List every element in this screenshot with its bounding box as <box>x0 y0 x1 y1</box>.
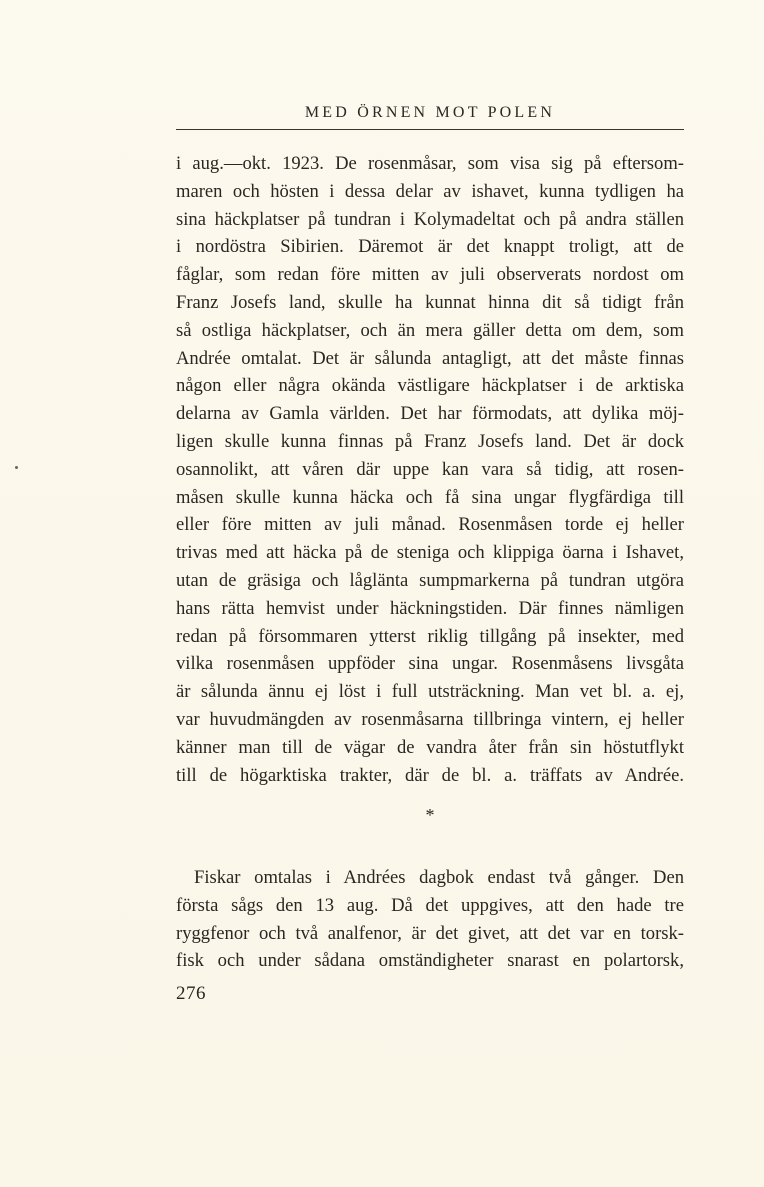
text-line: i nordöstra Sibirien. Däremot är det knappt troligt, att de <box>176 236 684 258</box>
margin-speck <box>15 466 18 469</box>
text-line: ryggfenor och två analfenor, är det givet, att det var en torsk- <box>176 922 684 944</box>
paragraph-1 <box>176 150 684 789</box>
text-line: delarna av Gamla världen. Det har förmodats, att dylika möj- <box>176 403 684 425</box>
paragraph-2 <box>176 864 684 975</box>
text-line: var huvudmängden av rosenmåsarna tillbringa vintern, ej heller <box>176 708 684 730</box>
text-line: är sålunda ännu ej löst i full utsträckning. Man vet bl. a. ej, <box>176 681 684 703</box>
text-line: vilka rosenmåsen uppföder sina ungar. Rosenmåsens livsgåta <box>176 653 684 675</box>
text-line: trivas med att häcka på de steniga och klippiga öarna i Ishavet, <box>176 542 684 564</box>
text-line: Andrée omtalat. Det är sålunda antagligt, att det måste finnas <box>176 347 684 369</box>
text-line: eller före mitten av juli månad. Rosenmåsen torde ej heller <box>176 514 684 536</box>
text-line: i aug.—okt. 1923. De rosenmåsar, som visa sig på eftersom- <box>176 153 684 174</box>
text-line: redan på försommaren ytterst riklig tillgång på insekter, med <box>176 625 684 647</box>
text-line: Franz Josefs land, skulle ha kunnat hinna dit så tidigt från <box>176 291 684 313</box>
text-line: utan de gräsiga och låglänta sumpmarkerna på tundran utgöra <box>176 569 684 591</box>
page-number: 276 <box>176 983 206 1004</box>
text-line: Fiskar omtalas i Andrées dagbok endast två gånger. Den <box>194 867 684 888</box>
text-line: så ostliga häckplatser, och än mera gäller detta om dem, som <box>176 319 684 341</box>
text-line: osannolikt, att våren där uppe kan vara så tidig, att rosen- <box>176 458 684 480</box>
running-head-rule <box>176 129 684 130</box>
text-line: måsen skulle kunna häcka och få sina ungar flygfärdiga till <box>176 486 684 508</box>
text-line: fåglar, som redan före mitten av juli observerats nordost om <box>176 264 684 286</box>
section-break-asterisk: * <box>425 805 435 825</box>
text-line: maren och hösten i dessa delar av ishavet, kunna tydligen ha <box>176 180 684 202</box>
text-line: till de högarktiska trakter, där de bl. a. träffats av Andrée. <box>176 764 684 786</box>
running-head: MED ÖRNEN MOT POLEN <box>304 104 556 121</box>
text-line: ligen skulle kunna finnas på Franz Josefs land. Det är dock <box>176 430 684 452</box>
text-line: första sågs den 13 aug. Då det uppgives, att den hade tre <box>176 894 684 916</box>
text-line: någon eller några okända västligare häckplatser i de arktiska <box>176 375 684 397</box>
text-line: fisk och under sådana omständigheter snarast en polartorsk, <box>176 950 684 972</box>
text-line: sina häckplatser på tundran i Kolymadeltat och på andra ställen <box>176 208 684 230</box>
text-line: känner man till de vägar de vandra åter från sin höstutflykt <box>176 736 684 758</box>
text-line: hans rätta hemvist under häckningstiden. Där finnes nämligen <box>176 597 684 619</box>
